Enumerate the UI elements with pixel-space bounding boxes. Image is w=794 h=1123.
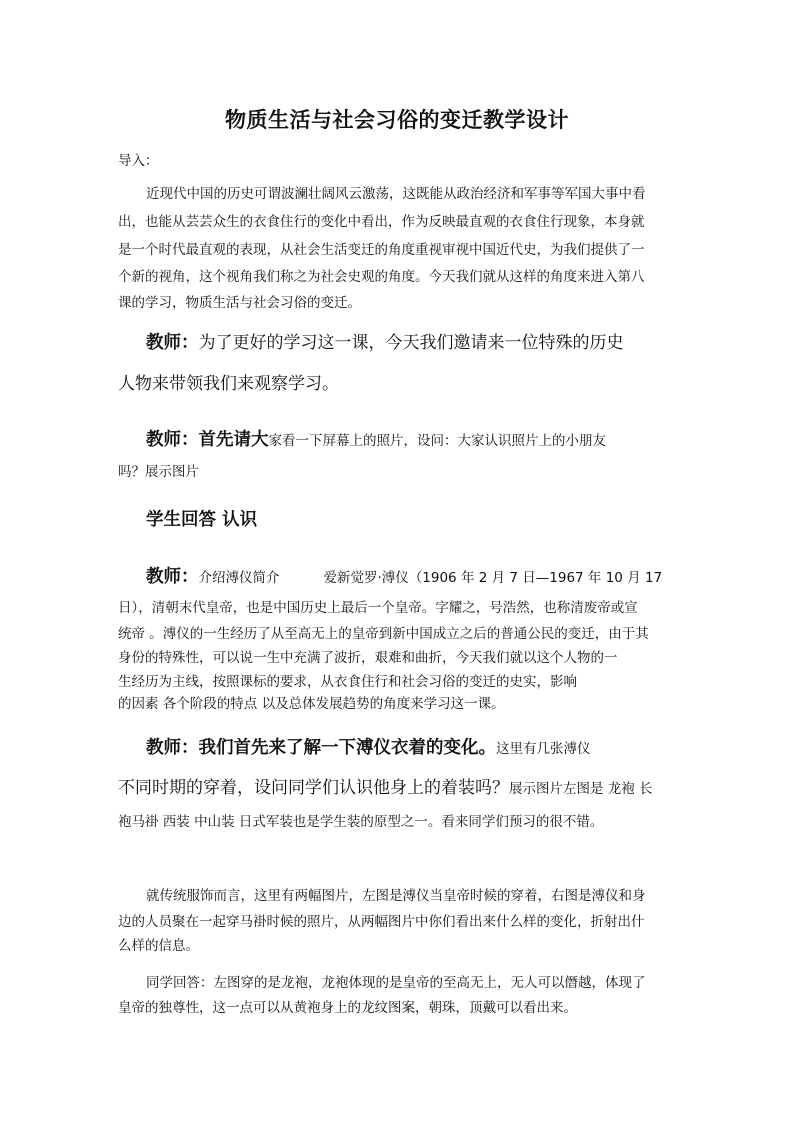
- paragraph-line: 就传统服饰而言，这里有两幅图片，左图是溥仪当皇帝时候的穿着，右图是溥仪和身: [146, 888, 646, 904]
- page-title: 物质生活与社会习俗的变迁教学设计: [225, 107, 569, 132]
- paragraph-line: 皇帝的独尊性，这一点可以从黄袍身上的龙纹图案，朝珠，顶戴可以看出来。: [118, 1000, 577, 1016]
- intro-line: 是一个时代最直观的表现，从社会生活变迁的角度重视审视中国近代史，为我们提供了一: [118, 242, 645, 258]
- paragraph-text: 家看一下屏幕上的照片，设问：大家认识照片上的小朋友: [268, 433, 606, 449]
- paragraph-line: 生经历为主线，按照课标的要求，从衣食住行和社会习俗的变迁的史实，影响: [118, 674, 577, 690]
- paragraph-line: 边的人员聚在一起穿马褂时候的照片，从两幅图片中你们看出来什么样的变化，折射出什: [118, 914, 645, 930]
- teacher-paragraph-1: [146, 331, 624, 356]
- intro-line: 课的学习，物质生活与社会习俗的变迁。: [118, 295, 361, 311]
- name-date-text: 爱新觉罗·溥仪（1906 年 2 月 7 日—1967 年 10 月 17: [323, 570, 663, 586]
- paragraph-line: 身份的特殊性，可以说一生中充满了波折，艰难和曲折，今天我们就以这个人物的一: [118, 650, 618, 666]
- intro-line: 个新的视角，这个视角我们称之为社会史观的角度。今天我们就从这样的角度来进入第八: [118, 269, 645, 285]
- teacher-label: 教师：: [146, 333, 199, 353]
- paragraph-line: 袍马褂 西装 中山装 日式军装也是学生装的原型之一。看来同学们预习的很不错。: [118, 814, 604, 830]
- student-answer: 学生回答 认识: [146, 510, 258, 530]
- teacher-label: 教师：: [146, 430, 199, 450]
- paragraph-text: 展示图片左图是 龙袍 长: [509, 781, 653, 797]
- intro-line: 出，也能从芸芸众生的衣食住行的变化中看出，作为反映最直观的衣食住行现象，本身就: [118, 214, 645, 230]
- paragraph-line: 日），清朝末代皇帝，也是中国历史上最后一个皇帝。字耀之，号浩然，也称清废帝或宣: [118, 600, 638, 616]
- teacher-label: 教师：: [146, 738, 199, 758]
- teacher-label: 教师：: [146, 567, 199, 587]
- teacher-paragraph-2-line-2: 吗？展示图片: [118, 464, 199, 480]
- paragraph-line: 统帝 。溥仪的一生经历了从至高无上的皇帝到新中国成立之后的普通公民的变迁，由于其: [118, 626, 649, 642]
- paragraph-line: 的因素 各个阶段的特点 以及总体发展趋势的角度来学习这一课。: [118, 696, 505, 712]
- teacher-paragraph-2: [146, 428, 606, 453]
- teacher-paragraph-3: [146, 565, 662, 590]
- teacher-paragraph-4-line-2: [118, 776, 653, 801]
- teacher-paragraph-4: [146, 736, 591, 761]
- bold-text: 首先请大: [198, 430, 269, 450]
- intro-line: 近现代中国的历史可谓波澜壮阔风云激荡，这既能从政治经济和军事等军国大事中看: [146, 186, 646, 202]
- intro-label: 导入：: [118, 153, 159, 169]
- paragraph-line: 么样的信息。: [118, 938, 199, 954]
- bold-text: 我们首先来了解一下溥仪衣着的变化。: [198, 738, 496, 758]
- teacher-paragraph-1-line-2: 人物来带领我们来观察学习。: [118, 374, 339, 394]
- paragraph-line: 同学回答：左图穿的是龙袍，龙袍体现的是皇帝的至高无上，无人可以僭越，体现了: [146, 975, 646, 991]
- intro-text: 介绍溥仪简介: [198, 570, 280, 586]
- paragraph-text: 这里有几张溥仪: [496, 741, 591, 757]
- paragraph-text: 为了更好的学习这一课，今天我们邀请来一位特殊的历史: [198, 333, 624, 353]
- paragraph-text: 不同时期的穿着，设问同学们认识他身上的着装吗？: [118, 778, 509, 798]
